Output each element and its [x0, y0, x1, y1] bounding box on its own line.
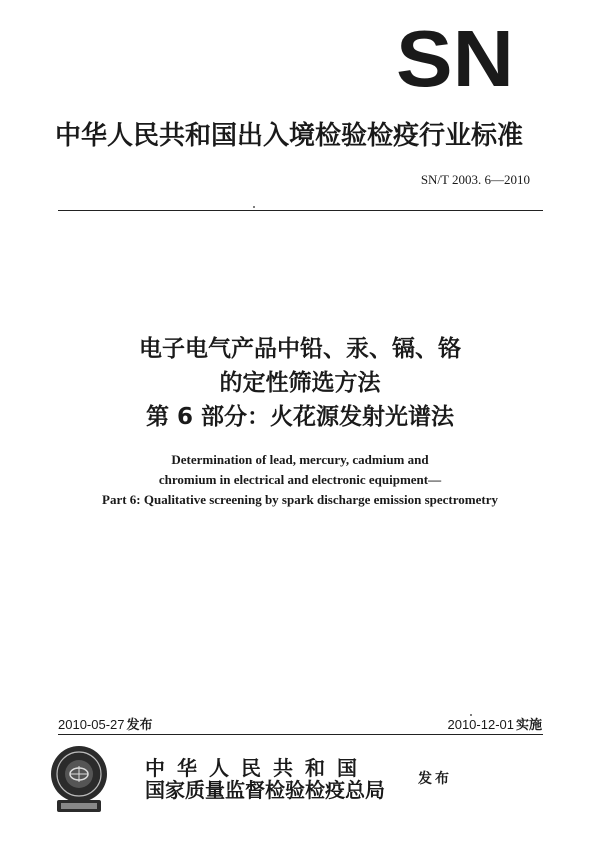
seal-graphic [48, 744, 110, 816]
issue-date: 2010-05-27 [58, 717, 125, 732]
implement-date-block [447, 714, 542, 733]
sn-logo [395, 26, 515, 92]
industry-title: 中华人民共和国出入境检验检疫行业标准 [55, 121, 524, 151]
scan-speck [470, 714, 472, 716]
en-title-line-3: Part 6: Qualitative screening by spark discharge emission spectrometry [102, 492, 498, 507]
anti-counterfeit-seal-icon [48, 744, 110, 816]
header-divider [58, 210, 543, 211]
en-title-line-1: Determination of lead, mercury, cadmium and [171, 452, 429, 467]
cn-title-line-3: 第 6 部分：火花源发射光谱法 [145, 404, 455, 430]
implement-label: 实施 [515, 718, 542, 733]
publish-label: 发布 [418, 771, 452, 787]
sn-logo-text: SN [396, 26, 514, 92]
footer-divider [58, 734, 543, 735]
scan-speck [253, 206, 255, 208]
publisher-agency: 国家质量监督检验检疫总局 [145, 778, 385, 802]
cn-title-line-2: 的定性筛选方法 [219, 370, 381, 396]
issue-label: 发布 [126, 718, 153, 733]
publisher-country: 中华人民共和国 [145, 756, 369, 780]
issue-date-block [58, 714, 153, 733]
standard-number: SN/T 2003. 6—2010 [420, 172, 530, 187]
sn-logo-graphic [395, 26, 515, 92]
implement-date: 2010-12-01 [447, 717, 514, 732]
cn-title-line-1: 电子电气产品中铅、汞、镉、铬 [139, 336, 461, 362]
en-title-line-2: chromium in electrical and electronic equipment— [158, 472, 442, 487]
